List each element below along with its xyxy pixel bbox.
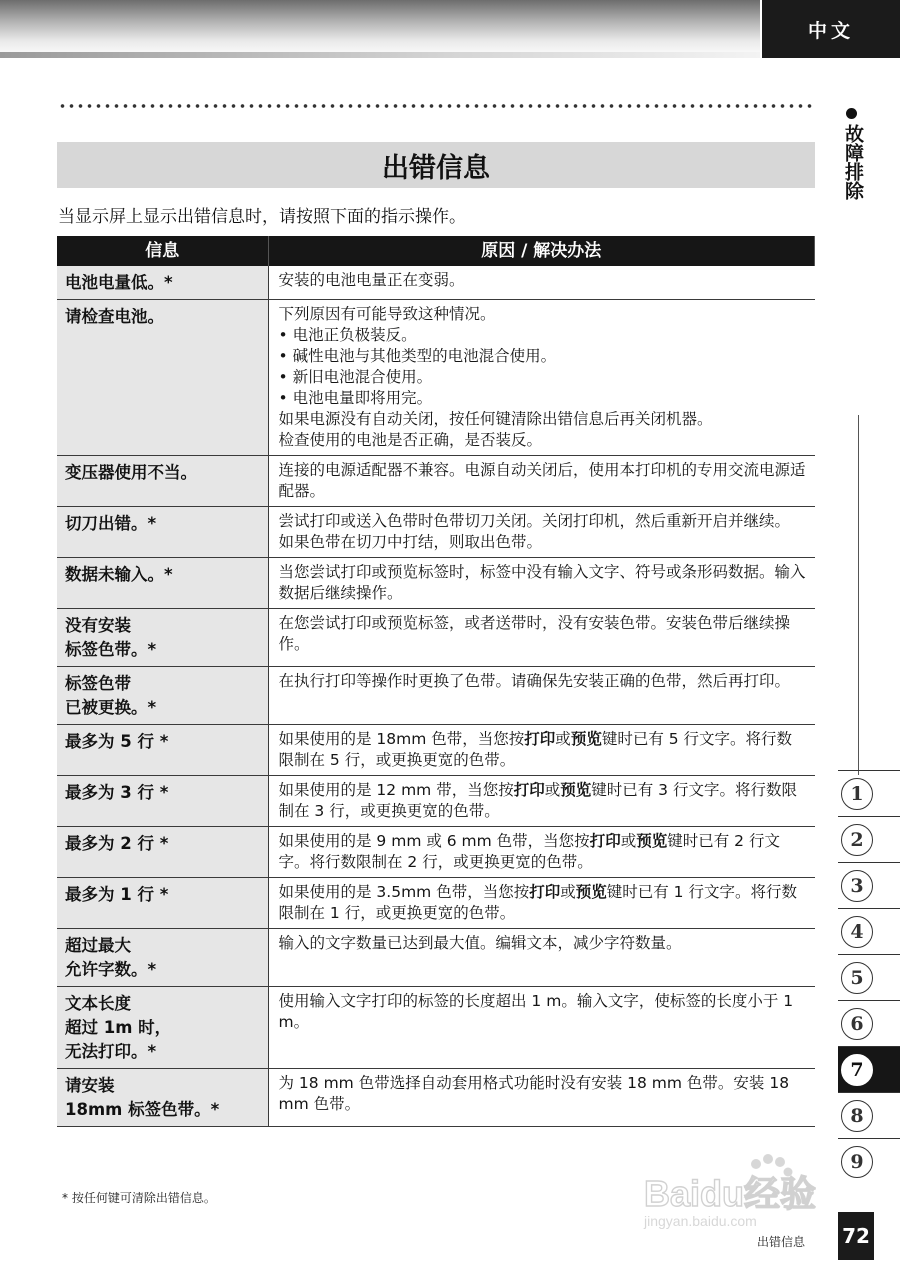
error-solution [268,878,815,929]
column-header-message: 信息 [57,236,268,266]
section-label: 故障排除 [842,124,864,200]
solution-text: 或 [560,883,576,901]
solution-line: 如果电源没有自动关闭，按任何键清除出错信息后再关闭机器。 [278,410,713,428]
table-row [57,1069,815,1127]
table-row [57,507,815,558]
error-solution: 输入的文字数量已达到最大值。编辑文本，减少字符数量。 [268,929,815,987]
error-solution: 连接的电源适配器不兼容。电源自动关闭后，使用本打印机的专用交流电源适配器。 [268,456,815,507]
solution-bullet: • 新旧电池混合使用。 [278,368,433,386]
error-solution [268,827,815,878]
chapter-number: 7 [841,1054,873,1086]
preview-key-label: 预览 [575,883,607,901]
table-row [57,300,815,456]
table-row [57,827,815,878]
solution-text: 键时已有 1 行文字。将行数限制在 1 行，或更换更宽的色带。 [278,883,797,922]
watermark-url: jingyan.baidu.com [644,1213,757,1229]
error-solution: 在执行打印等操作时更换了色带。请确保先安装正确的色带，然后再打印。 [268,667,815,725]
chapter-tab-3[interactable] [838,862,900,908]
solution-line: 检查使用的电池是否正确，是否装反。 [278,431,543,449]
error-message: 文本长度 超过 1m 时， 无法打印。* [57,987,268,1069]
error-message: 数据未输入。* [57,558,268,609]
page-title: 出错信息 [57,142,815,188]
error-message: 标签色带 已被更换。* [57,667,268,725]
solution-text: 如果使用的是 12 mm 带，当您按 [278,781,514,799]
chapter-number: 3 [841,870,873,902]
paw-toe [751,1159,761,1169]
table-row [57,878,815,929]
error-solution: 使用输入文字打印的标签的长度超出 1 m。输入文字，使标签的长度小于 1 m。 [268,987,815,1069]
chapter-number: 9 [841,1146,873,1178]
error-message: 最多为 5 行 * [57,725,268,776]
error-message: 最多为 1 行 * [57,878,268,929]
solution-text: 如果使用的是 9 mm 或 6 mm 色带，当您按 [278,832,590,850]
solution-line: 下列原因有可能导致这种情况。 [278,305,496,323]
error-solution: 为 18 mm 色带选择自动套用格式功能时没有安装 18 mm 色带。安装 18 mm 色带。 [268,1069,815,1127]
footnote: * 按任何键可清除出错信息。 [62,1191,216,1205]
section-bullet-icon [846,108,857,119]
table-row [57,266,815,300]
chapter-tab-4[interactable] [838,908,900,954]
error-solution: 在您尝试打印或预览标签，或者送带时，没有安装色带。安装色带后继续操作。 [268,609,815,667]
chapter-tabs [838,770,900,1184]
footer-section-label: 出错信息 [757,1235,806,1249]
watermark-brand: Baidu经验 [644,1173,817,1214]
paw-toe [775,1157,785,1167]
language-tab[interactable]: 中文 [762,0,900,58]
chapter-tab-7-active[interactable] [838,1046,900,1092]
error-solution: 安装的电池电量正在变弱。 [268,266,815,300]
solution-bullet: • 碱性电池与其他类型的电池混合使用。 [278,347,557,365]
error-message-table [57,236,815,1127]
paw-toe [763,1154,773,1164]
chapter-number: 2 [841,824,873,856]
print-key-label: 打印 [529,883,561,901]
solution-text: 或 [555,730,571,748]
solution-text: 或 [544,781,561,799]
column-header-solution: 原因 / 解决办法 [268,236,815,266]
preview-key-label: 预览 [560,781,592,799]
chapter-tab-8[interactable] [838,1092,900,1138]
page-number: 72 [838,1212,874,1260]
table-row [57,776,815,827]
table-row [57,987,815,1069]
dotted-divider [58,103,815,109]
table-row [57,558,815,609]
side-divider [858,415,859,775]
error-message: 请安装 18mm 标签色带。* [57,1069,268,1127]
table-row [57,667,815,725]
chapter-number: 4 [841,916,873,948]
error-message: 切刀出错。* [57,507,268,558]
chapter-tab-1[interactable] [838,770,900,816]
table-row [57,609,815,667]
solution-line: 尝试打印或送入色带时色带切刀关闭。关闭打印机，然后重新开启并继续。 [278,512,791,530]
preview-key-label: 预览 [636,832,668,850]
solution-text: 如果使用的是 3.5mm 色带，当您按 [278,883,530,901]
error-message: 最多为 2 行 * [57,827,268,878]
error-solution: 当您尝试打印或预览标签时，标签中没有输入文字、符号或条形码数据。输入数据后继续操作。 [268,558,815,609]
error-message: 变压器使用不当。 [57,456,268,507]
error-solution [268,300,815,456]
header-band [0,0,760,58]
solution-bullet: • 电池正负极装反。 [278,326,417,344]
table-row [57,725,815,776]
error-solution [268,507,815,558]
chapter-number: 1 [841,778,873,810]
baidu-watermark-logo [640,1150,840,1230]
error-solution [268,776,815,827]
chapter-tab-9[interactable] [838,1138,900,1184]
chapter-number: 8 [841,1100,873,1132]
print-key-label: 打印 [524,730,556,748]
chapter-tab-6[interactable] [838,1000,900,1046]
chapter-number: 6 [841,1008,873,1040]
print-key-label: 打印 [513,781,545,799]
table-row [57,929,815,987]
error-solution [268,725,815,776]
error-message: 电池电量低。* [57,266,268,300]
error-message: 没有安装 标签色带。* [57,609,268,667]
chapter-number: 5 [841,962,873,994]
table-row [57,456,815,507]
chapter-tab-2[interactable] [838,816,900,862]
solution-line: 如果色带在切刀中打结，则取出色带。 [278,533,543,551]
chapter-tab-5[interactable] [838,954,900,1000]
error-message: 最多为 3 行 * [57,776,268,827]
preview-key-label: 预览 [570,730,602,748]
solution-bullet: • 电池电量即将用完。 [278,389,433,407]
table-header-row [57,236,815,266]
solution-text: 如果使用的是 18mm 色带，当您按 [278,730,525,748]
intro-text: 当显示屏上显示出错信息时，请按照下面的指示操作。 [58,207,466,227]
solution-text: 键时已有 3 行文字。将行数限制在 3 行，或更换更宽的色带。 [278,781,797,820]
solution-text: 或 [620,832,637,850]
solution-text: 键时已有 2 行文字。将行数限制在 2 行，或更换更宽的色带。 [278,832,780,871]
print-key-label: 打印 [589,832,621,850]
error-message: 请检查电池。 [57,300,268,456]
solution-text: 键时已有 5 行文字。将行数限制在 5 行，或更换更宽的色带。 [278,730,793,769]
error-message: 超过最大 允许字数。* [57,929,268,987]
